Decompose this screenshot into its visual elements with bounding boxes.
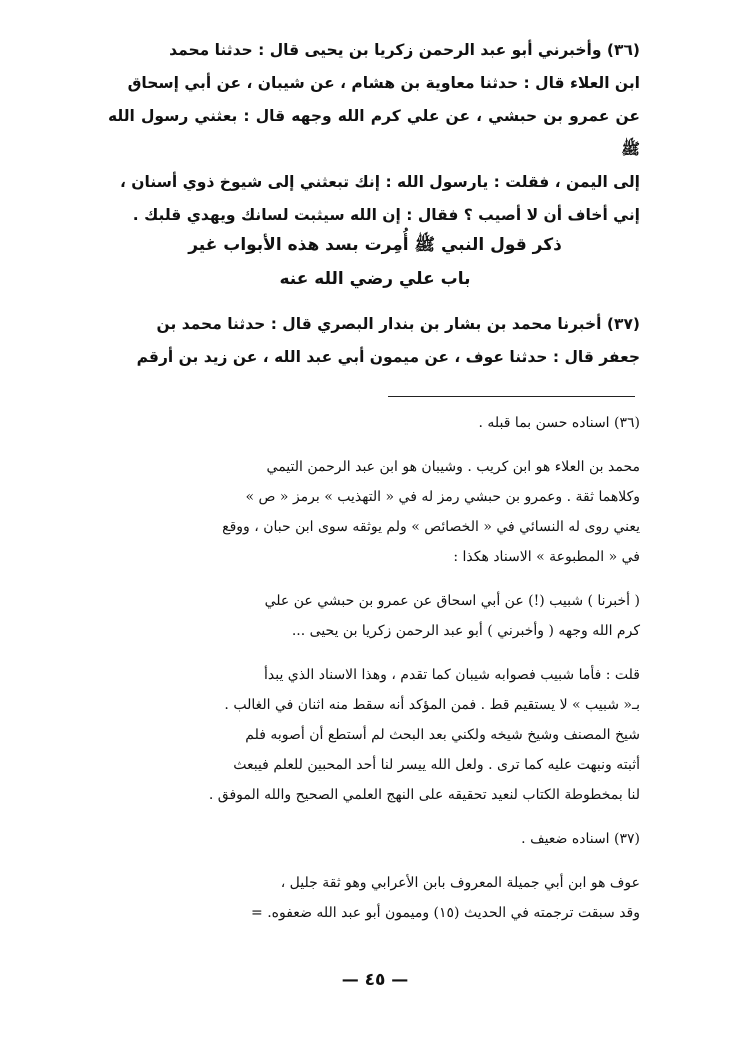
text-line: عوف هو ابن أبي جميلة المعروف بابن الأعرابي وهو ثقة جليل ، (280, 875, 640, 891)
text-line: وكلاهما ثقة . وعمرو بن حبشي رمز له في « التهذيب » برمز « ص » (245, 489, 640, 505)
text-line: قلت : فأما شبيب فصوابه شيبان كما تقدم ، وهذا الاسناد الذي يبدأ (264, 667, 640, 683)
text-line: (٣٦) وأخبرني أبو عبد الرحمن زكريا بن يحيى قال : حدثنا محمد (169, 41, 640, 59)
footnote-36-paragraph (108, 452, 640, 572)
heading-line: باب علي رضي الله عنه (279, 269, 471, 289)
text-line: أثبته ونبهت عليه كما ترى . ولعل الله ييسر لنا أحد المحبين للعلم فيبعث (233, 757, 640, 773)
text-line: كرم الله وجهه ( وأخبرني ) أبو عبد الرحمن زكريا بن يحيى ... (291, 623, 640, 639)
footnote-37-paragraph (108, 868, 640, 928)
footnote-36-title (108, 408, 640, 438)
heading-line: ذكر قول النبي ﷺ أُمِرت بسد هذه الأبواب غير (188, 235, 562, 255)
hadith-37-text (108, 308, 640, 374)
text-line: محمد بن العلاء هو ابن كريب . وشيبان هو ابن عبد الرحمن التيمي (266, 459, 640, 475)
text-line: إني أخاف أن لا أصيب ؟ فقال : إن الله سيثبت لسانك ويهدي قلبك . (132, 206, 640, 224)
text-line: بـ« شبيب » لا يستقيم قط . فمن المؤكد أنه سقط منه اثنان في الغالب . (224, 697, 640, 713)
text-line: ابن العلاء قال : حدثنا معاوية بن هشام ، عن شيبان ، عن أبي إسحاق (127, 74, 640, 92)
text-line: (٣٧) اسناده ضعيف . (521, 831, 640, 847)
text-line: يعني روى له النسائي في « الخصائص » ولم يوثقه سوى ابن حبان ، ووقع (222, 519, 640, 535)
text-line: (٣٧) أخبرنا محمد بن بشار بن بندار البصري قال : حدثنا محمد بن (156, 315, 640, 333)
footnote-divider (388, 396, 635, 397)
footnote-36-quote (108, 586, 640, 646)
hadith-36-text (108, 34, 640, 232)
text-line: وقد سبقت ترجمته في الحديث (١٥) وميمون أبو عبد الله ضعفوه. = (251, 905, 640, 921)
page-number: — ٤٥ — (341, 970, 409, 990)
footnote-36-comment (108, 660, 640, 810)
text-line: لنا بمخطوطة الكتاب لنعيد تحقيقه على النهج العلمي الصحيح والله الموفق . (208, 787, 640, 803)
text-line: ( أخبرنا ) شبيب (!) عن أبي اسحاق عن عمرو بن حبشي عن علي (264, 593, 640, 609)
footnote-37-title (108, 824, 640, 854)
text-line: في « المطبوعة » الاسناد هكذا : (453, 549, 640, 565)
text-line: إلى اليمن ، فقلت : يارسول الله : إنك تبعثني إلى شيوخ ذوي أسنان ، (119, 173, 640, 191)
footnotes (108, 408, 640, 928)
text-line: (٣٦) اسناده حسن بما قبله . (478, 415, 640, 431)
chapter-heading (100, 228, 650, 296)
text-line: شيخ المصنف وشيخ شيخه ولكني بعد البحث لم أستطع أن أصوبه فلم (245, 727, 640, 743)
text-line: جعفر قال : حدثنا عوف ، عن ميمون أبي عبد الله ، عن زيد بن أرقم (136, 348, 640, 366)
text-line: عن عمرو بن حبشي ، عن علي كرم الله وجهه قال : بعثني رسول الله ﷺ (108, 107, 640, 158)
